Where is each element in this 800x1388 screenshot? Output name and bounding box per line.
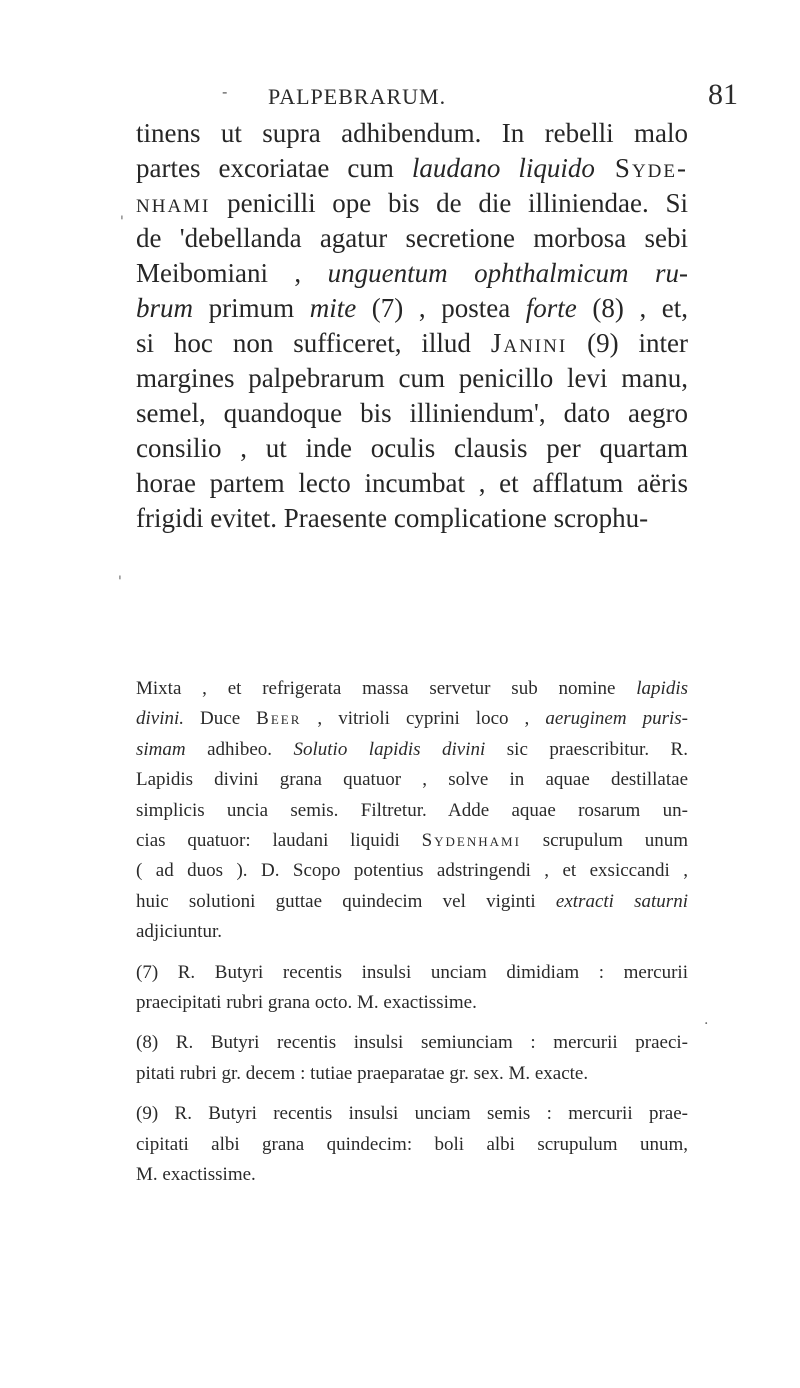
text-line: brum primum mite (7) , postea forte (8) , et, [136, 293, 689, 323]
margin-speck: ' [118, 574, 122, 590]
footnote-7 [136, 958, 688, 1019]
text-line: partes excoriatae cum laudano liquido Syde- [136, 153, 688, 183]
text-line: margines palpebrarum cum penicillo levi manu, [136, 363, 688, 393]
text-line: horae partem lecto incumbat , et afflatum aëris [136, 468, 688, 498]
printer-mark: - [222, 82, 228, 101]
footnote-line: adjiciuntur. [136, 921, 223, 943]
footnote-line: Mixta , et refrigerata massa servetur sub nomine lapidis [136, 678, 688, 699]
text-line: frigidi evitet. Praesente complicatione scrophu- [136, 503, 649, 533]
main-text [136, 116, 688, 536]
footnote-line: (7) R. Butyri recentis insulsi unciam dimidiam : mercurii [136, 961, 688, 983]
footnote-line: cias quatuor: laudani liquidi Sydenhami scrupulum unum [136, 830, 688, 852]
footnote-line: huic solutioni guttae quindecim vel viginti extracti saturni [136, 890, 688, 912]
text-line: tinens ut supra adhibendum. In rebelli malo [136, 118, 688, 148]
footnote-8 [136, 1028, 688, 1089]
text-line: de 'debellanda agatur secretione morbosa sebi [136, 223, 688, 253]
footnote-line: Lapidis divini grana quatuor , solve in aquae destillatae [136, 769, 688, 791]
text-line: consilio , ut inde oculis clausis per quartam [136, 433, 688, 463]
footnote-continuation [136, 674, 688, 948]
footnote-line: cipitati albi grana quindecim: boli albi scrupulum unum, [136, 1133, 688, 1155]
running-head: PALPEBRARUM. [268, 84, 447, 109]
footnote-line: M. exactissime. [136, 1164, 256, 1186]
footnote-line: ( ad duos ). D. Scopo potentius adstringendi , et exsiccandi , [136, 860, 688, 882]
footnotes [136, 674, 688, 1191]
footnote-line: simplicis uncia semis. Filtretur. Adde aquae rosarum un- [136, 799, 688, 821]
margin-speck: · [704, 1016, 709, 1032]
footnote-line: simam adhibeo. Solutio lapidis divini sic praescribitur. R. [136, 738, 688, 760]
text-line: si hoc non sufficeret, illud Janini (9) inter [136, 328, 688, 358]
footnote-line: (9) R. Butyri recentis insulsi unciam semis : mercurii prae- [136, 1103, 688, 1125]
page-number: 81 [708, 78, 738, 111]
footnote-line: (8) R. Butyri recentis insulsi semiunciam : mercurii praeci- [136, 1032, 688, 1054]
footnote-line: pitati rubri gr. decem : tutiae praeparatae gr. sex. M. exacte. [136, 1062, 589, 1084]
text-line: Meibomiani , unguentum ophthalmicum ru- [136, 258, 689, 288]
margin-speck: ' [120, 214, 124, 230]
footnote-line: praecipitati rubri grana octo. M. exactissime. [136, 992, 477, 1014]
footnote-line: divini. Duce Beer , vitrioli cyprini loco , aeruginem puris- [136, 708, 688, 730]
text-line: semel, quandoque bis illiniendum', dato aegro [136, 398, 688, 428]
text-line: nhami penicilli ope bis de die illiniendae. Si [136, 188, 688, 218]
footnote-9 [136, 1099, 688, 1190]
